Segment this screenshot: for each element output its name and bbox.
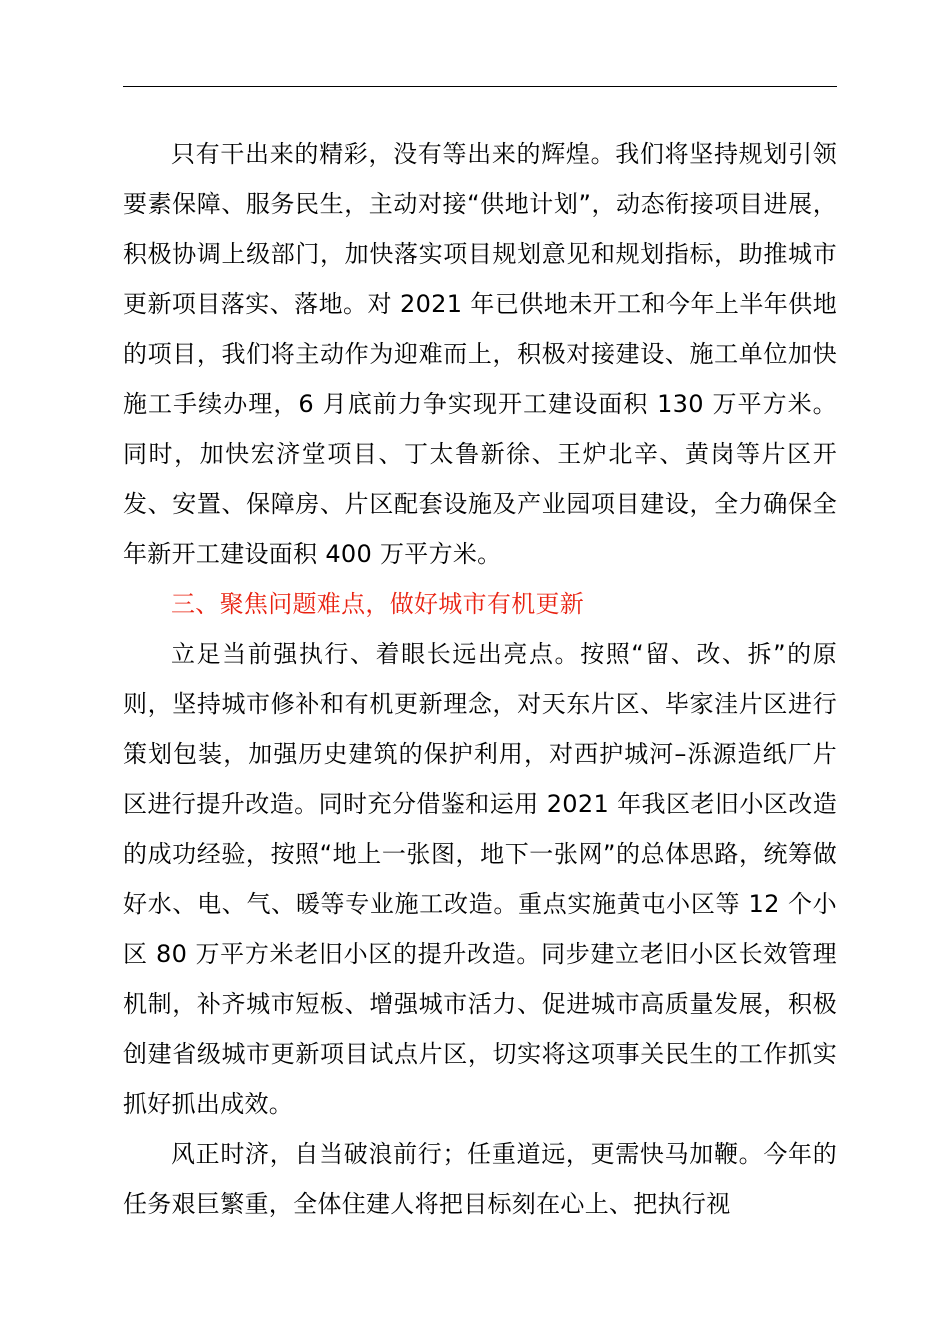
section-heading: 三、聚焦问题难点，做好城市有机更新 xyxy=(171,590,585,618)
header-rule xyxy=(123,86,837,87)
paragraph-urban-renewal: 立足当前强执行、着眼长远出亮点。按照“留、改、拆”的原则，坚持城市修补和有机更新理念，对天东片区、毕家洼片区进行策划包装，加强历史建筑的保护利用，对西护城河–泺源造纸厂片区进行提升改造。同时充分借鉴和运用 2021 年我区老旧小区改造的成功经验，按照“地上一张图，地下一张网”的总体思路，统筹做好水、电、气、暖等专业施工改造。重点实施黄屯小区等 12 个小区 80 万平方米老旧小区的提升改造。同步建立老旧小区长效管理机制，补齐城市短板、增强城市活力、促进城市高质量发展，积极创建省级城市更新项目试点片区，切实将这项事关民生的工作抓实抓好抓出成效。 xyxy=(123,640,837,1118)
paragraph-planning: 只有干出来的精彩，没有等出来的辉煌。我们将坚持规划引领要素保障、服务民生，主动对接“供地计划”，动态衔接项目进展，积极协调上级部门，加快落实项目规划意见和规划指标，助推城市更新项目落实、落地。对 2021 年已供地未开工和今年上半年供地的项目，我们将主动作为迎难而上，积极对接建设、施工单位加快施工手续办理，6 月底前力争实现开工建设面积 130 万平方米。同时，加快宏济堂项目、丁太鲁新徐、王炉北辛、黄岗等片区开发、安置、保障房、片区配套设施及产业园项目建设，全力确保全年新开工建设面积 400 万平方米。 xyxy=(123,140,837,568)
document-body xyxy=(123,129,837,1229)
paragraph-closing: 风正时济，自当破浪前行；任重道远，更需快马加鞭。今年的任务艰巨繁重，全体住建人将把目标刻在心上、把执行视 xyxy=(123,1140,837,1218)
